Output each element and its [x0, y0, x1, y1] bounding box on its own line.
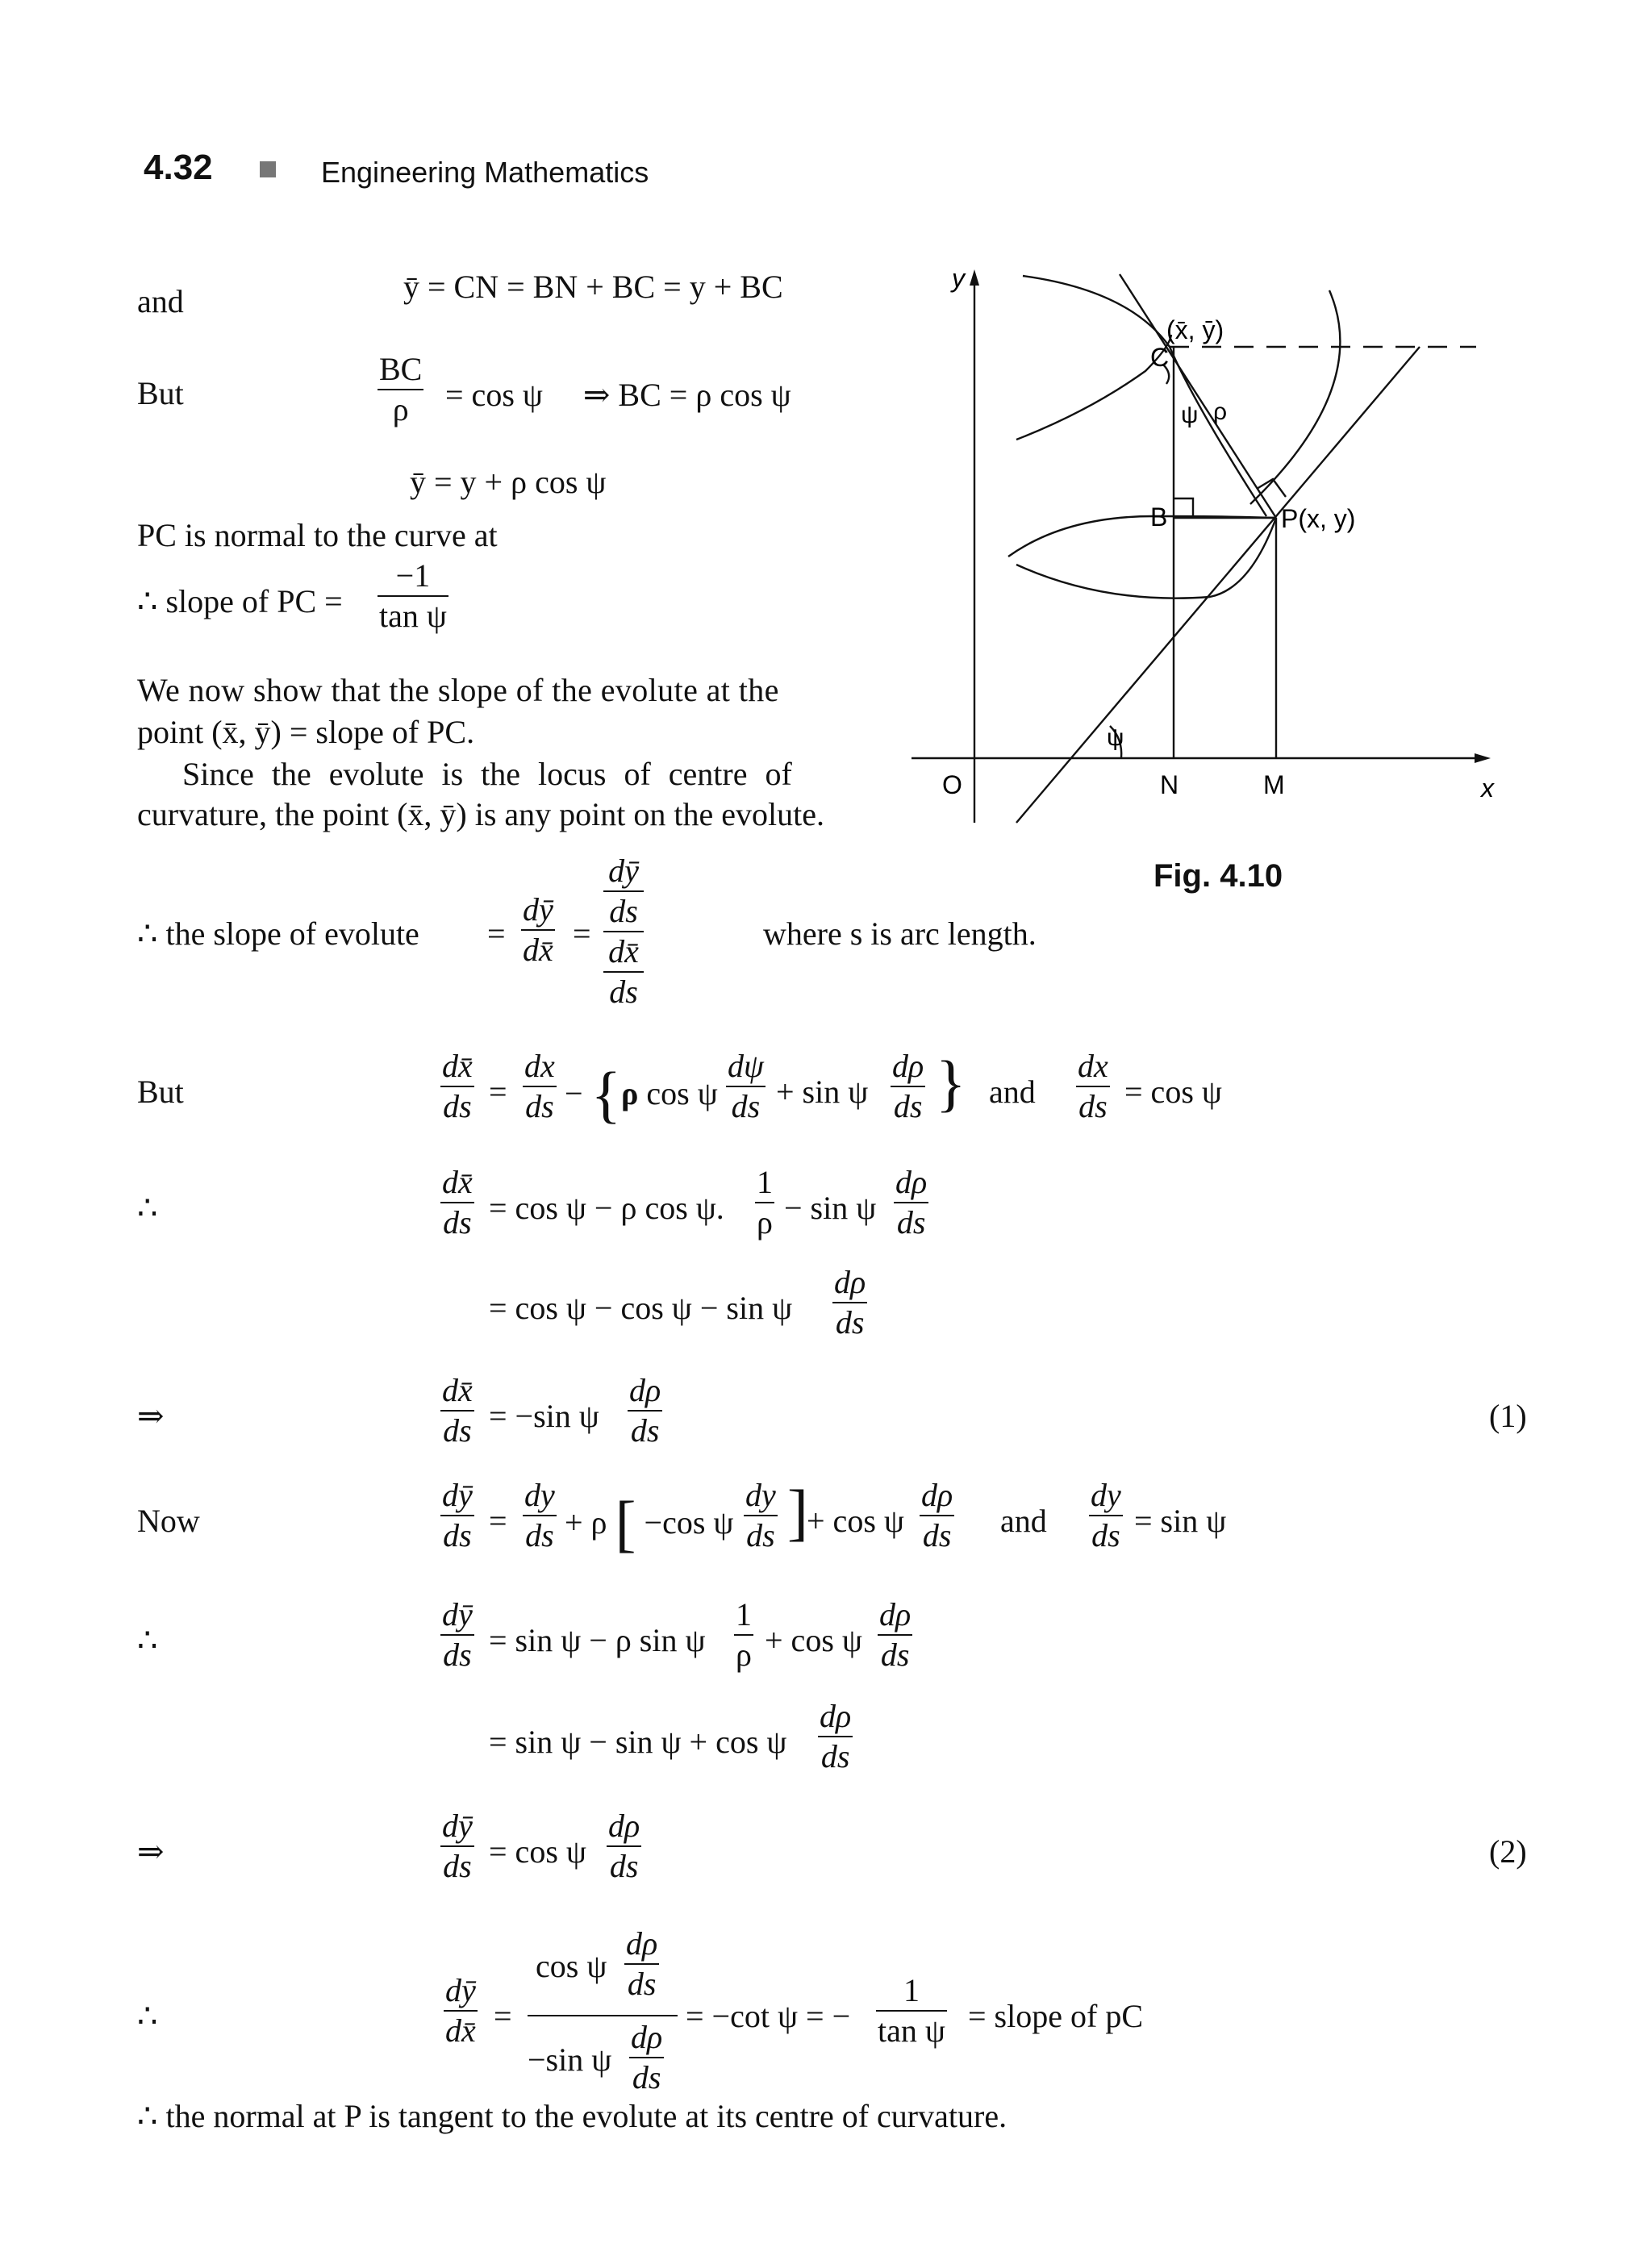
figure-caption: Fig. 4.10 — [1153, 858, 1283, 894]
therefore-symbol: ∴ — [137, 1622, 158, 1658]
therefore-symbol: ∴ — [137, 1190, 158, 1226]
and-text: and — [1000, 1503, 1047, 1539]
point-c-coords: (x̄, ȳ) — [1166, 315, 1224, 344]
compound-fraction: dȳ ds dx̄ ds — [603, 855, 644, 1008]
fraction: dρ ds — [608, 1808, 640, 1884]
slope-pc-fraction — [378, 557, 448, 634]
pc-normal-text: PC is normal to the curve at — [137, 517, 498, 553]
fraction: dȳ dx̄ — [445, 1972, 476, 2049]
brace: } — [936, 1048, 966, 1118]
expression: = cos ψ − cos ψ − sin ψ — [489, 1290, 793, 1326]
fraction: dρ ds — [834, 1264, 866, 1341]
fraction: 1 tan ψ — [878, 1972, 945, 2049]
implies-symbol: ⇒ — [137, 1398, 165, 1434]
point-c-label: C — [1150, 343, 1170, 372]
origin-label: O — [942, 770, 962, 799]
book-title: Engineering Mathematics — [321, 156, 649, 189]
fraction: 1 ρ — [757, 1164, 773, 1241]
compound-fraction-bar — [528, 2015, 678, 2016]
equals-sign: = — [489, 1503, 507, 1539]
expression: + cos ψ — [807, 1503, 904, 1539]
but-label-2: But — [137, 1074, 184, 1110]
fraction: dρ ds — [921, 1477, 953, 1553]
fraction: dy ds — [745, 1477, 776, 1553]
now-label: Now — [137, 1503, 200, 1539]
fraction-denominator: tan ψ — [379, 598, 447, 634]
expression: cos ψ — [536, 1948, 607, 1984]
expression: = sin ψ − ρ sin ψ — [489, 1622, 706, 1658]
equals-sign: = — [489, 1074, 507, 1110]
fraction: dρ ds — [629, 1372, 661, 1449]
fraction: dx̄ ds — [442, 1164, 473, 1241]
fraction: dρ ds — [895, 1164, 928, 1241]
dybar-dxbar-fraction: dȳ dx̄ — [523, 891, 553, 968]
expression: = −cot ψ = − — [686, 1998, 851, 2034]
ybar-equation: ȳ = CN = BN + BC = y + BC — [403, 269, 783, 305]
equation-number: (2) — [1489, 1833, 1527, 1870]
point-p-label: P(x, y) — [1281, 504, 1356, 533]
fraction: dρ ds — [820, 1698, 852, 1774]
expression: − {ρ cos ψ — [565, 1059, 718, 1129]
expression: + sin ψ — [776, 1074, 869, 1110]
expression: = −sin ψ — [489, 1398, 599, 1434]
bc-equation-rest: = cos ψ ⇒ BC = ρ cos ψ — [445, 377, 791, 413]
fraction: dρ ds — [892, 1048, 924, 1124]
and-text: and — [989, 1074, 1036, 1110]
equals-sign: = — [573, 915, 591, 952]
fraction: dρ ds — [879, 1596, 912, 1673]
where-s-text: where s is arc length. — [763, 915, 1037, 952]
fraction: dρ ds — [631, 2019, 663, 2095]
expression: = sin ψ − sin ψ + cos ψ — [489, 1724, 787, 1760]
expression: − sin ψ — [784, 1190, 877, 1226]
but-label: But — [137, 375, 184, 411]
expression: + ρ [ −cos ψ — [565, 1488, 734, 1558]
expression: = cos ψ − ρ cos ψ. — [489, 1190, 724, 1226]
x-axis-label: x — [1481, 774, 1494, 803]
expression: = cos ψ — [489, 1833, 586, 1870]
fraction-numerator: −1 — [395, 557, 431, 594]
psi-top-label: ψ — [1181, 402, 1199, 428]
paragraph-line: Since the evolute is the locus of centre of — [182, 756, 792, 792]
fraction: dx ds — [524, 1048, 555, 1124]
expression: = slope of pC — [968, 1998, 1143, 2034]
bc-over-rho-fraction — [378, 353, 423, 426]
bracket: ] — [787, 1477, 808, 1547]
equals-sign: = — [487, 915, 506, 952]
ybar-final-equation: ȳ = y + ρ cos ψ — [410, 464, 607, 500]
fraction: dy ds — [1091, 1477, 1121, 1553]
and-label: and — [137, 283, 184, 319]
fraction: dȳ ds — [442, 1596, 473, 1673]
y-axis-label: y — [952, 264, 965, 293]
fraction-numerator: BC — [379, 351, 423, 387]
paragraph-line: curvature, the point (x̄, ȳ) is any point on the evolute. — [137, 796, 825, 832]
fraction-denominator: ρ — [392, 391, 409, 427]
fraction: dψ ds — [728, 1048, 764, 1124]
point-n-label: N — [1160, 770, 1179, 799]
implies-symbol: ⇒ — [137, 1833, 165, 1870]
expression: = cos ψ — [1124, 1074, 1222, 1110]
slope-evolute-label: ∴ the slope of evolute — [137, 915, 419, 952]
paragraph-line: We now show that the slope of the evolute at the — [137, 672, 779, 708]
point-b-label: B — [1150, 502, 1168, 532]
figure-evolute-diagram — [903, 258, 1516, 839]
fraction: dx̄ ds — [442, 1048, 473, 1124]
slope-pc-label: ∴ slope of PC = — [137, 583, 343, 619]
expression: = sin ψ — [1134, 1503, 1227, 1539]
page-number: 4.32 — [144, 148, 213, 187]
psi-bottom-label: ψ — [1107, 724, 1124, 751]
fraction: dx̄ ds — [442, 1372, 473, 1449]
fraction: dȳ ds — [442, 1808, 473, 1884]
point-m-label: M — [1263, 770, 1285, 799]
header-square-icon — [260, 161, 276, 177]
conclusion-text: ∴ the normal at P is tangent to the evolute at its centre of curvature. — [137, 2098, 1007, 2134]
expression: + cos ψ — [765, 1622, 862, 1658]
equation-number: (1) — [1489, 1398, 1527, 1434]
rho-label: ρ — [1213, 398, 1228, 425]
fraction: dρ ds — [626, 1925, 658, 2002]
paragraph-line: point (x̄, ȳ) = slope of PC. — [137, 714, 475, 750]
fraction: 1 ρ — [736, 1596, 752, 1673]
fraction: dȳ ds — [442, 1477, 473, 1553]
fraction: dx ds — [1078, 1048, 1108, 1124]
equals-sign: = — [494, 1998, 512, 2034]
fraction: dy ds — [524, 1477, 555, 1553]
expression: −sin ψ — [528, 2041, 612, 2078]
therefore-symbol: ∴ — [137, 1998, 158, 2034]
